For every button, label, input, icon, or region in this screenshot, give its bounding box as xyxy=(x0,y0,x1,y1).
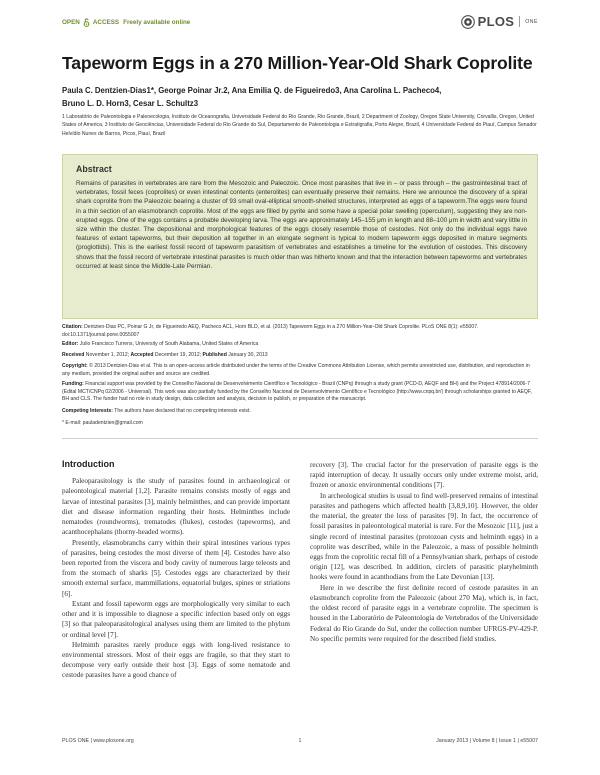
intro-paragraph-5: recovery [3]. The crucial factor for the preservation of parasite eggs is the rapid interruption of decay. It usually occurs only under extreme moist, arid, frozen or anoxic environmental conditions [7]. xyxy=(310,461,538,490)
copyright-label: Copyright: xyxy=(62,363,88,369)
intro-paragraph-7: Here in we describe the first definite record of cestode parasites in an elasmobranch coprolite from the Paleozoic (about 270 Ma), which is, in fact, the oldest record of parasite eggs in a vertebrate coprolite. The specimen is housed in the Laboratório de Paleontologia de Vertebrados of the Universidade Federal do Rio Grande do Sul, under the collection number UFRGS-PV-429-P. No specific permits were required for the described field studies. xyxy=(310,583,538,643)
funding-label: Funding: xyxy=(62,381,84,387)
copyright-block xyxy=(62,363,538,378)
introduction-heading: Introduction xyxy=(62,459,115,469)
accepted-date: December 19, 2012; xyxy=(154,352,202,358)
logo-one-text: ONE xyxy=(525,18,538,25)
editor-label: Editor: xyxy=(62,341,79,347)
freely-available-text: Freely available online xyxy=(123,19,191,26)
funding-block xyxy=(62,381,538,404)
received-date: November 1, 2012; xyxy=(85,352,130,358)
received-label: Received xyxy=(62,352,85,358)
plos-logo-icon xyxy=(461,15,475,29)
editor-block xyxy=(62,341,538,349)
open-access-badge xyxy=(62,18,190,27)
editor-text: Julio Francisco Turrens, University of South Alabama, United States of America xyxy=(79,341,259,347)
affiliations: 1 Laboratório de Paleontologia e Paleoecologia, Instituto de Oceanografia, Universidade Federal do Rio Grande, Rio Grande, Brazil, 2 Department of Zoology, Oregon State University, Corvallis, Oregon, United States of America, 3 Instituto de Geociências, Universidade Federal do Rio Grande do Sul, Departamento de Paleontologia e Estratigrafia, Porto Alegre, Brazil, 4 Universidade Federal do Piauí, Campus Senador Helvídio Nunes de Barros, Picos, Piauí, Brazil xyxy=(62,114,537,137)
abstract-box xyxy=(62,154,538,319)
divider xyxy=(62,438,538,439)
intro-paragraph-3: Extant and fossil tapeworm eggs are morphologically very similar to each other and it is impossible to diagnose a specific infection based only on eggs [3] so that paleoparasitological analyses using them are limited to the phylum or ordinal level [7]. xyxy=(62,599,290,639)
email-text: * E-mail: pauladentzien@gmail.com xyxy=(62,420,143,426)
footer-journal: PLOS ONE | www.plosone.org xyxy=(62,738,134,744)
body-column-right xyxy=(310,460,538,644)
body-column-left xyxy=(62,452,290,681)
logo-divider xyxy=(519,16,520,27)
copyright-text: © 2013 Dentzien-Dias et al. This is an open-access article distributed under the terms of the Creative Commons Attribution License, which permits unrestricted use, distribution, and reproduction in any medium, provided the original author and source are credited. xyxy=(62,363,530,377)
article-title: Tapeworm Eggs in a 270 Million-Year-Old Shark Coprolite xyxy=(62,53,533,73)
footer-issue-info: January 2013 | Volume 8 | Issue 1 | e55007 xyxy=(436,738,538,744)
intro-paragraph-1: Paleoparasitology is the study of parasites found in archaeological or paleontological material [1,2]. Parasite remains consists mostly of eggs and larvae of intestinal parasites [3], mainly helminthes, and can provide important diet and disease information regarding their hosts. Helminthes include nematodes (roundworms), trematodes (flukes), cestodes (tapeworms), and acanthocephalans (thorny-headed worms). xyxy=(62,477,290,537)
citation-block xyxy=(62,324,538,339)
authors-line-2: Bruno L. D. Horn3, Cesar L. Schultz3 xyxy=(62,99,199,109)
page-footer xyxy=(62,738,538,748)
open-lock-icon xyxy=(83,18,90,27)
open-word: OPEN xyxy=(62,19,80,26)
published-label: Published xyxy=(202,352,227,358)
accepted-label: Accepted xyxy=(130,352,154,358)
citation-label: Citation: xyxy=(62,324,83,330)
funding-text: Financial support was provided by the Conselho Nacional de Desenvolvimento Científico e Tecnológico - Brazil (CNPq) through a study grant (PCD-D, AEQF and BH) and the Project 478914/2006-7 (Edital MCT/CNPq 02/2006 - Universal). This work was also partially funded by the Conselho Nacional de Desenvolvimento Científico e Tecnológico (http://www.cnpq.br/) through scholarships granted to AEQF, BH and CLS. The funder had no role in study design, data collection and analysis, decision to publish, or preparation of the manuscript. xyxy=(62,381,532,402)
competing-interests-label: Competing Interests: xyxy=(62,408,113,414)
intro-paragraph-2: Presently, elasmobranchs carry within their spiral intestines various types of parasites, being cestodes the most diverse of them [4]. Cestodes have also been reported from the viscera and body cavity of numerous large teleosts and from the stomach of sharks [5]. Cestodes eggs are characterized by their smooth external surface, mammillations, equatorial bulges, spines or striations [6]. xyxy=(62,538,290,598)
competing-interests-block xyxy=(62,408,538,416)
plos-one-logo xyxy=(461,14,538,29)
page-number: 1 xyxy=(298,738,302,744)
access-word: ACCESS xyxy=(92,19,120,26)
dates-block xyxy=(62,352,538,360)
authors-line-1: Paula C. Dentzien-Dias1*, George Poinar Jr.2, Ana Emilia Q. de Figueiredo3, Ana Carolina L. Pacheco4, xyxy=(62,86,442,95)
author-list xyxy=(62,84,545,111)
abstract-heading: Abstract xyxy=(76,164,112,174)
citation-text: Dentzien-Dias PC, Poinar G Jr, de Figueiredo AEQ, Pacheco ACL, Horn BLD, et al. (2013) Tapeworm Eggs in a 270 Million-Year-Old Shark Coprolite. PLoS ONE 8(1): e55007. doi:10.1371/journal.pone.0055007 xyxy=(62,324,479,338)
journal-header xyxy=(62,14,538,34)
logo-plos-text: PLOS xyxy=(477,14,515,29)
intro-paragraph-4: Helminth parasites rarely produce eggs with long-lived resistance to environmental stressors. Most of their eggs are fragile, so that they start to decompose very early outside their host [3]. Eggs of some nematode and cestode parasites have a good chance of xyxy=(62,640,290,680)
email-block xyxy=(62,420,538,428)
published-date: January 30, 2013 xyxy=(228,352,268,358)
intro-paragraph-6: In archeological studies is usual to find well-preserved remains of intestinal parasites and pathogens which affected health [3,8,9,10]. However, the older the material, the greater the loss of parasites [9]. In fact, the occurrence of fossil parasites in paleontological material is rare. For the Mesozoic [11], just a single record of intestinal parasites (protozoan cysts and helminth eggs) in a coprolite was described, while in the Paleozoic, a mass of possible helminth eggs from the coprolitic rectal fill of a Pennsylvanian shark, perhaps of cestode origin [12], was described. In addition, circlets of parasitic platyhelminth hooks were found in acanthodians from the Late Devonian [13]. xyxy=(310,491,538,582)
abstract-text: Remains of parasites in vertebrates are rare from the Mesozoic and Paleozoic. Once most parasites that live in – or pass through – the gastrointestinal tract of vertebrates, fossil feces (coprolites) or even intestinal contents (enterolites) can eventually preserve their remains. Here we announce the discovery of a spiral shark coprolite from the Paleozoic bearing a cluster of 93 small oval-elliptical smooth-shelled structures, interpreted as eggs of a tapeworm.The eggs were found in a thin section of an elasmobranch coprolite. Most of the eggs are filled by pyrite and some have a special polar swelling (operculum), suggesting they are non-erupted eggs. One of the eggs contains a probable developing larva. The eggs are approximately 145–155 μm in length and 88–100 μm in width and vary little in size within the cluster. The depositional and morphological features of the eggs closely resemble those of cestodes. Not only do the individual eggs have features of extant tapeworms, but their deposition all together in an elongate segment is typical to modern tapeworm eggs deposited in mature segments (proglottids). This is the earliest fossil record of tapeworm parasitism of vertebrates and establishes a timeline for the evolution of cestodes. This discovery shows that the fossil record of vertebrate intestinal parasites is much older than was hitherto known and that the interaction between tapeworms and vertebrates occurred at least since the Middle-Late Permian. xyxy=(76,180,527,270)
competing-interests-text: The authors have declared that no competing interests exist. xyxy=(114,408,251,414)
